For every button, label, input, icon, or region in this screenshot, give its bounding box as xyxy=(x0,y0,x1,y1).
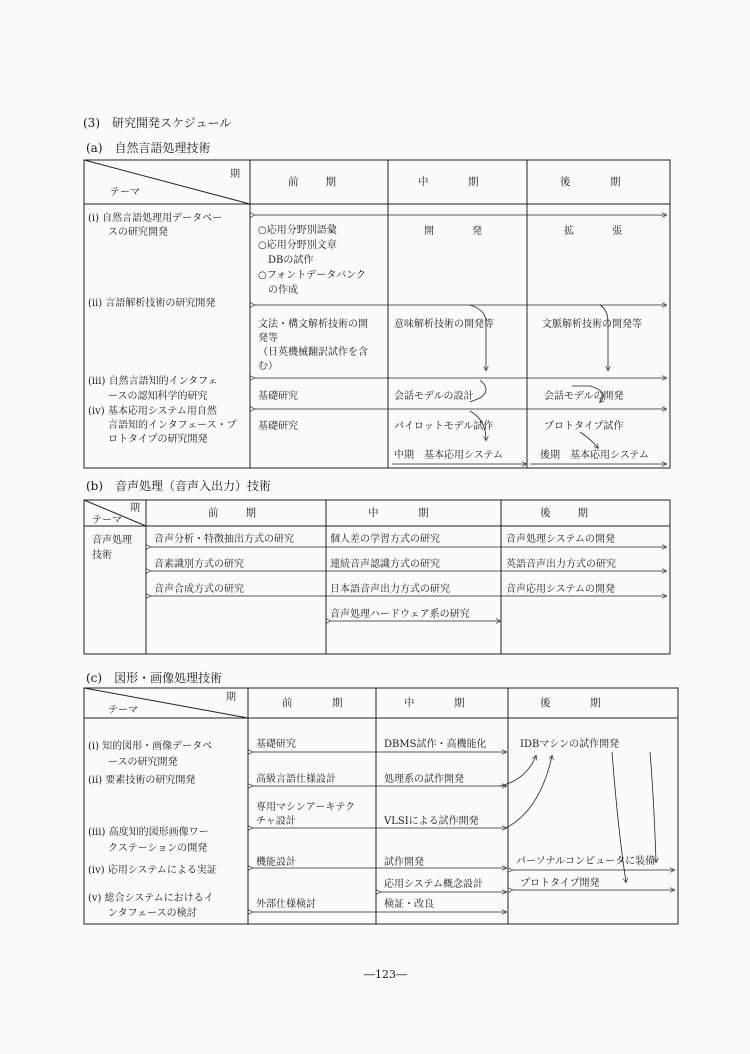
b-early: 音素識別方式の研究 xyxy=(154,559,244,570)
table-a-period-late: 後 期 xyxy=(560,176,623,188)
table-a-period-mid: 中 期 xyxy=(418,176,481,188)
c-late: プロトタイプ開発 xyxy=(520,878,600,889)
b-mid: 音声処理ハードウェア系の研究 xyxy=(330,609,470,620)
b-early: 音声合成方式の研究 xyxy=(154,584,244,595)
table-a-theme: (ⅰ) 自然言語処理用データベー xyxy=(88,213,223,224)
table-c-header-theme: テーマ xyxy=(108,705,138,716)
b-late: 音声処理システムの開発 xyxy=(506,534,615,545)
table-c-theme: (ⅳ) 応用システムによる実証 xyxy=(88,865,217,876)
c-late: パーソナルコンピュータに装備 xyxy=(516,856,656,867)
c-early: チャ設計 xyxy=(256,816,296,827)
c-mid: DBMS試作・高機能化 xyxy=(384,739,487,750)
a-early1-line: の作成 xyxy=(258,285,298,296)
a-late3: 会話モデルの開発 xyxy=(544,391,624,402)
page-number: ―123― xyxy=(364,968,407,981)
a-mid4: パイロットモデル試作 xyxy=(394,421,494,432)
a-early2-line: （日英機械翻訳試作を含 xyxy=(258,347,368,358)
a-early2-line: む） xyxy=(258,361,278,372)
c-late: IDBマシンの試作開発 xyxy=(520,739,620,750)
a-mid2: 意味解析技術の開発等 xyxy=(394,319,494,330)
b-early: 音声分析・特徴抽出方式の研究 xyxy=(154,534,294,545)
a-early3: 基礎研究 xyxy=(258,391,298,402)
c-mid: 応用システム概念設計 xyxy=(384,879,483,890)
c-early: 基礎研究 xyxy=(256,739,296,750)
c-mid: 検証・改良 xyxy=(384,899,434,910)
a-late1: 拡 張 xyxy=(564,226,624,237)
table-b-frame xyxy=(84,500,670,654)
table-a-theme: (ⅲ) 自然言語知的インタフェ xyxy=(88,376,218,387)
a-late4: プロトタイプ試作 xyxy=(544,421,624,432)
table-b-period-early: 前 期 xyxy=(208,507,258,519)
table-b-theme: 技術 xyxy=(92,550,112,561)
b-late: 音声応用システムの開発 xyxy=(506,584,615,595)
table-c-theme: (ⅰ) 知的図形・画像データベ xyxy=(88,741,213,752)
c-early: 専用マシンアーキテク xyxy=(256,802,356,813)
table-a-theme: (ⅳ) 基本応用システム用自然 xyxy=(88,406,217,417)
c-mid: 試作開発 xyxy=(384,857,424,868)
section-a-title: (a) 自然言語処理技術 xyxy=(86,141,211,155)
table-b-theme: 音声処理 xyxy=(92,535,132,546)
b-mid: 連続音声認識方式の研究 xyxy=(330,559,440,570)
table-a-theme: ースの認知科学的研究 xyxy=(88,391,208,402)
a-late5: 後期 基本応用システム xyxy=(540,450,649,461)
table-b-period-mid: 中 期 xyxy=(368,507,431,519)
section-b-title: (b) 音声処理（音声入出力）技術 xyxy=(86,479,272,493)
table-a-theme: スの研究開発 xyxy=(88,227,168,238)
a-early1-line: ○フォントデータバンク xyxy=(258,270,366,281)
b-mid: 日本語音声出力方式の研究 xyxy=(330,584,450,595)
a-early1-line: ○応用分野別語彙 xyxy=(258,225,337,236)
table-c-theme: (ⅴ) 総合システムにおけるイ xyxy=(88,893,214,904)
table-b-period-late: 後 期 xyxy=(540,507,590,519)
b-late: 英語音声出力方式の研究 xyxy=(506,559,616,570)
table-c-period-early: 前 期 xyxy=(282,697,345,709)
a-early2-line: 発等 xyxy=(258,333,278,344)
table-c-header-ki: 期 xyxy=(226,692,236,703)
section-c-title: (c) 図形・画像処理技術 xyxy=(86,671,223,685)
c-early: 高級言語仕様設計 xyxy=(256,774,336,785)
table-c-theme: ースの研究開発 xyxy=(88,757,178,768)
table-a-theme: ロトタイプの研究開発 xyxy=(88,434,208,445)
table-a-theme: (ⅱ) 言語解析技術の研究開発 xyxy=(88,298,216,309)
table-c-period-mid: 中 期 xyxy=(404,697,467,709)
a-mid3: 会話モデルの設計 xyxy=(394,391,474,402)
a-mid5: 中期 基本応用システム xyxy=(394,450,503,461)
table-c-theme: (ⅱ) 要素技術の研究開発 xyxy=(88,775,196,786)
table-c-theme: クステーションの開発 xyxy=(88,843,208,854)
c-early: 機能設計 xyxy=(256,857,296,868)
c-mid: 処理系の試作開発 xyxy=(384,774,464,785)
table-b-header-ki: 期 xyxy=(130,503,140,514)
c-early: 外部仕様検討 xyxy=(256,899,316,910)
c-mid: VLSIによる試作開発 xyxy=(384,816,479,827)
b-mid: 個人差の学習方式の研究 xyxy=(330,534,440,545)
table-a-header-ki: 期 xyxy=(230,169,240,180)
a-early1-line: DBの試作 xyxy=(258,255,314,266)
table-c-period-late: 後 期 xyxy=(540,697,603,709)
table-a-theme: 言語知的インタフェース・プ xyxy=(88,420,237,431)
table-c-theme: (ⅲ) 高度知的図形画像ワー xyxy=(88,827,209,838)
table-b-header-theme: テーマ xyxy=(92,515,122,526)
a-early4: 基礎研究 xyxy=(258,421,298,432)
table-a-period-early: 前 期 xyxy=(288,176,338,188)
a-early2-line: 文法・構文解析技術の開 xyxy=(258,319,368,330)
a-mid1: 開 発 xyxy=(424,226,484,237)
table-c-theme: ンタフェースの検討 xyxy=(88,908,197,919)
table-a-header-theme: テーマ xyxy=(110,187,140,198)
a-late2: 文脈解析技術の開発等 xyxy=(542,319,642,330)
a-early1-line: ○応用分野別文章 xyxy=(258,240,337,251)
page-heading: (3) 研究開発スケジュール xyxy=(83,116,232,130)
